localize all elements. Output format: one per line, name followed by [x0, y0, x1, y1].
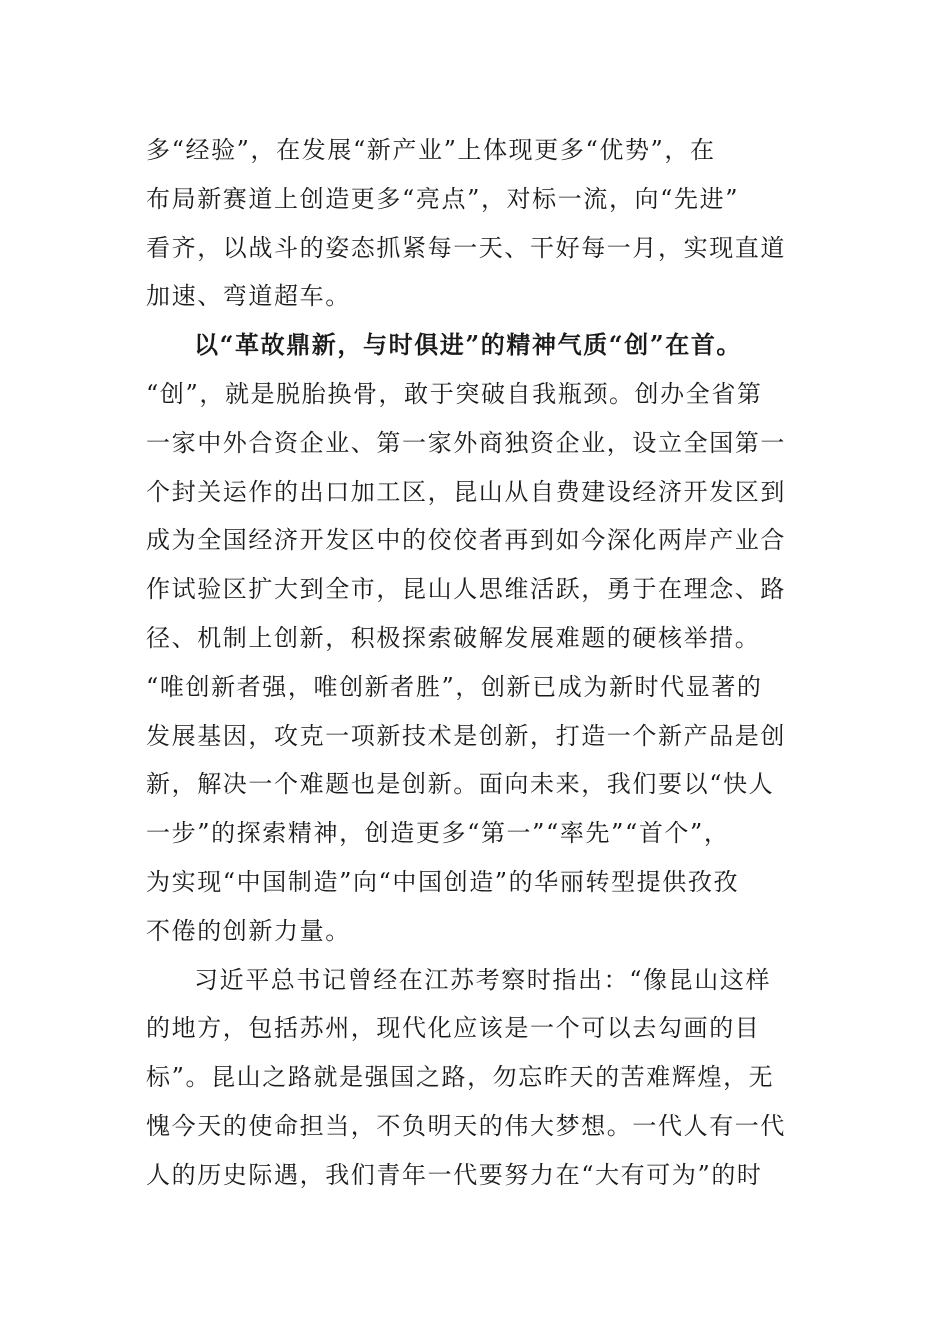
text-line: 多“经验”，在发展“新产业”上体现更多“优势”，在: [146, 136, 716, 164]
text-line: 发展基因，攻克一项新技术是创新，打造一个新产品是创: [146, 721, 786, 750]
text-line: 径、机制上创新，积极探索破解发展难题的硬核举措。: [146, 623, 761, 652]
text-line: 愧今天的使命担当，不负明天的伟大梦想。一代人有一代: [146, 1111, 786, 1140]
text-line: 布局新赛道上创造更多“亮点”，对标一流，向“先进”: [146, 184, 740, 213]
text-line: 一家中外合资企业、第一家外商独资企业，设立全国第一: [146, 428, 786, 457]
text-line: 的地方，包括苏州，现代化应该是一个可以去勾画的目: [146, 1014, 761, 1043]
text-line: 一步”的探索精神，创造更多“第一”“率先”“首个”，: [146, 819, 730, 848]
text-line: 新，解决一个难题也是创新。面向未来，我们要以“快人: [146, 770, 775, 799]
text-line: 看齐，以战斗的姿态抓紧每一天、干好每一月，实现直道: [146, 233, 786, 262]
text-line: 作试验区扩大到全市，昆山人思维活跃，勇于在理念、路: [146, 575, 786, 604]
text-line: “创”，就是脱胎换骨，敢于突破自我瓶颈。创办全省第: [146, 379, 763, 408]
text-line: 为实现“中国制造”向“中国创造”的华丽转型提供孜孜: [146, 867, 740, 896]
paragraph-first-line: 习近平总书记曾经在江苏考察时指出：“像昆山这样: [194, 965, 772, 994]
text-line: 标”。昆山之路就是强国之路，勿忘昨天的苦难辉煌，无: [146, 1063, 775, 1092]
section-heading: 以“革故鼎新，与时俱进”的精神气质“创”在首。: [194, 330, 743, 360]
text-line: 不倦的创新力量。: [146, 916, 351, 945]
text-line: 个封关运作的出口加工区，昆山从自费建设经济开发区到: [146, 477, 786, 506]
text-line: 成为全国经济开发区中的佼佼者再到如今深化两岸产业合: [146, 526, 786, 555]
text-line: 人的历史际遇，我们青年一代要努力在“大有可为”的时: [146, 1160, 763, 1189]
text-line: “唯创新者强，唯创新者胜”，创新已成为新时代显著的: [146, 672, 763, 701]
body-text: [146, 126, 786, 1200]
text-line: 加速、弯道超车。: [146, 282, 351, 311]
